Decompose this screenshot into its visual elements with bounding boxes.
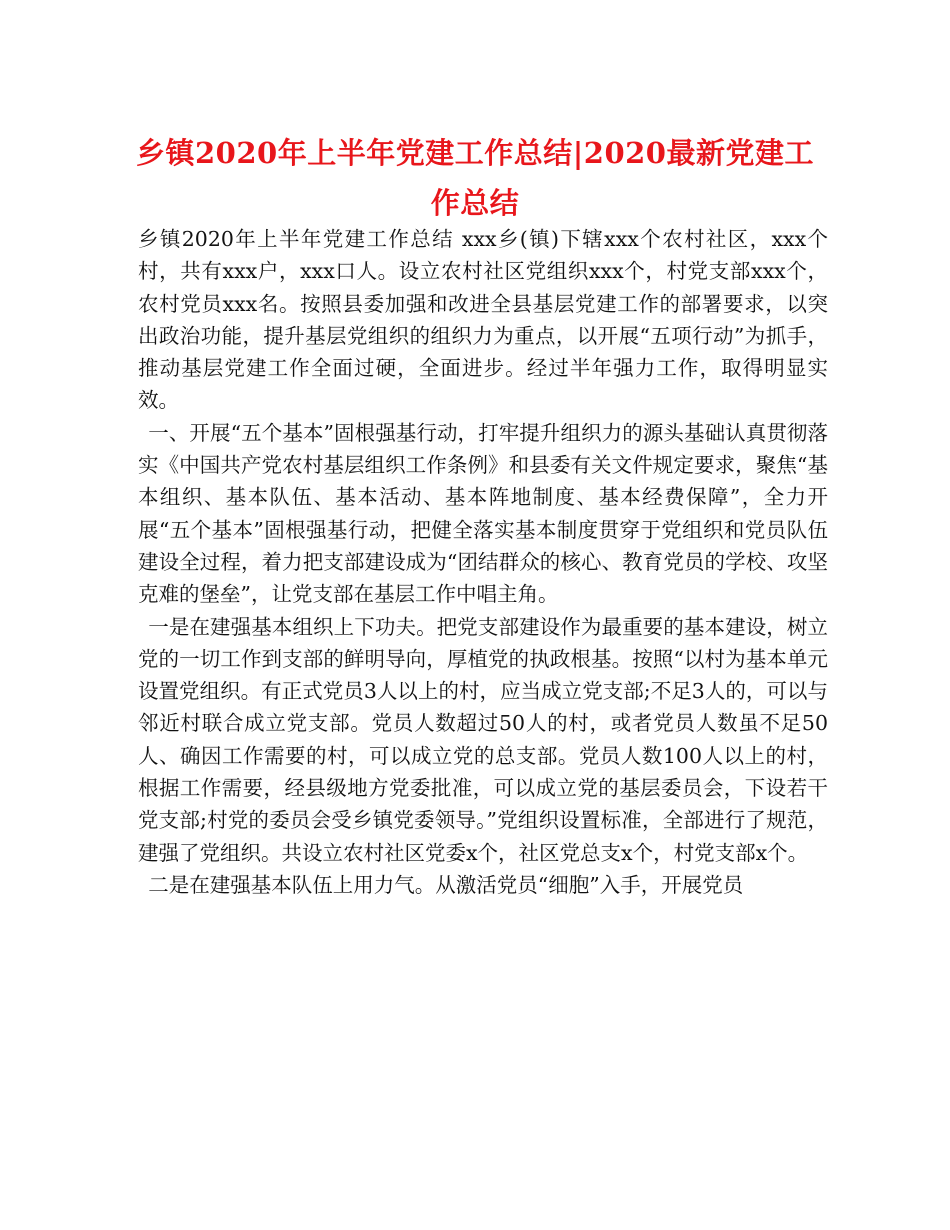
document-title: 乡镇2020年上半年党建工作总结|2020最新党建工作总结 xyxy=(136,136,814,220)
paragraph-point-one: 一是在建强基本组织上下功夫。把党支部建设作为最重要的基本建设，树立党的一切工作到支部的鲜明导向，厚植党的执政根基。按照“以村为基本单元设置党组织。有正式党员3人以上的村，应当成立党支部;不足3人的，可以与邻近村联合成立党支部。党员人数超过50人的村，或者党员人数虽不足50人、确因工作需要的村，可以成立党的总支部。党员人数100人以上的村，根据工作需要，经县级地方党委批准，可以成立党的基层委员会，下设若干党支部;村党的委员会受乡镇党委领导。”党组织设置标准，全部进行了规范，建强了党组织。共设立农村社区党委x个，社区党总支x个，村党支部x个。 xyxy=(138,614,828,865)
paragraph-intro: 乡镇2020年上半年党建工作总结 xxx乡(镇)下辖xxx个农村社区，xxx个村，共有xxx户，xxx口人。设立农村社区党组织xxx个，村党支部xxx个，农村党员xxx名。按照县委加强和改进全县基层党建工作的部署要求，以突出政治功能，提升基层党组织的组织力为重点，以开展“五项行动”为抓手，推动基层党建工作全面过硬，全面进步。经过半年强力工作，取得明显实效。 xyxy=(138,227,828,413)
paragraph-point-two: 二是在建强基本队伍上用力气。从激活党员“细胞”入手，开展党员 xyxy=(148,872,744,897)
paragraph-section-one: 一、开展“五个基本”固根强基行动，打牢提升组织力的源头基础认真贯彻落实《中国共产党农村基层组织工作条例》和县委有关文件规定要求，聚焦“基本组织、基本队伍、基本活动、基本阵地制度、基本经费保障”，全力开展“五个基本”固根强基行动，把健全落实基本制度贯穿于党组织和党员队伍建设全过程，着力把支部建设成为“团结群众的核心、教育党员的学校、攻坚克难的堡垒”，让党支部在基层工作中唱主角。 xyxy=(138,420,828,607)
document-body xyxy=(138,223,828,901)
